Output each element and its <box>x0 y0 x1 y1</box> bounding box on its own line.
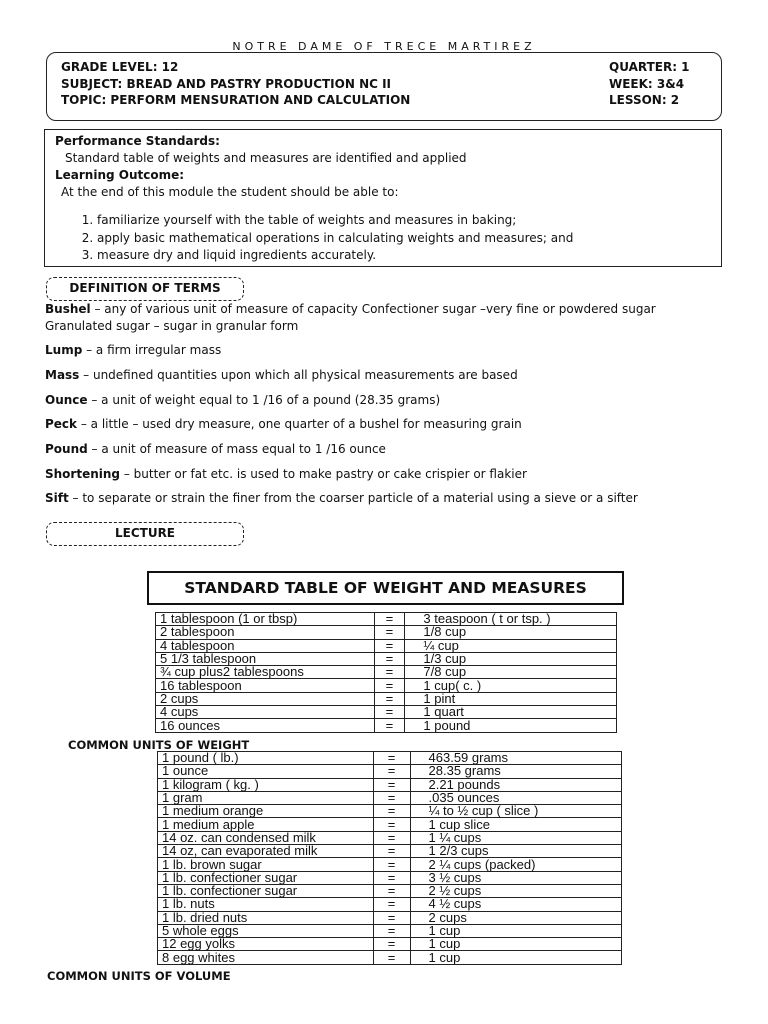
equals-cell: = <box>374 652 405 665</box>
equals-cell: = <box>374 666 405 679</box>
term-mass: Mass – undefined quantities upon which all physical measurements are based <box>45 368 518 382</box>
equivalent-cell: 1 2/3 cups <box>410 845 621 858</box>
term-pound: Pound – a unit of measure of mass equal to 1 /16 ounce <box>45 442 386 456</box>
equivalent-cell: 3 teaspoon ( t or tsp. ) <box>405 613 617 626</box>
weights-table <box>157 751 622 965</box>
equals-cell: = <box>373 831 410 844</box>
unit-cell: 1 ounce <box>158 765 374 778</box>
school-name: NOTRE DAME OF TRECE MARTIREZ <box>232 40 536 53</box>
equivalent-cell: ¼ cup <box>405 639 617 652</box>
equals-cell: = <box>374 692 405 705</box>
equivalent-cell: 1 pint <box>405 692 617 705</box>
unit-cell: 1 medium apple <box>158 818 374 831</box>
equivalent-cell: 2.21 pounds <box>410 778 621 791</box>
equivalent-cell: 1 cup <box>410 924 621 937</box>
unit-cell: 12 egg yolks <box>158 938 374 951</box>
unit-cell: 1 lb. confectioner sugar <box>158 884 374 897</box>
term-shortening: Shortening – butter or fat etc. is used to make pastry or cake crispier or flakier <box>45 467 527 481</box>
unit-cell: 1 pound ( lb.) <box>158 752 374 765</box>
unit-cell: 1 medium orange <box>158 805 374 818</box>
unit-cell: 14 oz. can condensed milk <box>158 831 374 844</box>
unit-cell: 1 lb. dried nuts <box>158 911 374 924</box>
unit-cell: 2 cups <box>156 692 375 705</box>
lesson: LESSON: 2 <box>609 93 680 107</box>
equals-cell: = <box>373 871 410 884</box>
equals-cell: = <box>373 752 410 765</box>
equals-cell: = <box>373 858 410 871</box>
equivalent-cell: 1 ¼ cups <box>410 831 621 844</box>
equals-cell: = <box>373 898 410 911</box>
equivalent-cell: 1/3 cup <box>405 652 617 665</box>
equivalent-cell: 2 ½ cups <box>410 884 621 897</box>
equivalent-cell: 1/8 cup <box>405 626 617 639</box>
header-box <box>46 52 722 121</box>
term-granulated-sugar: Granulated sugar – sugar in granular form <box>45 319 299 333</box>
table-title: STANDARD TABLE OF WEIGHT AND MEASURES <box>147 571 624 605</box>
measure-row <box>156 719 617 732</box>
equals-cell: = <box>373 818 410 831</box>
term-peck: Peck – a little – used dry measure, one quarter of a bushel for measuring grain <box>45 417 522 431</box>
equivalent-cell: 1 cup <box>410 951 621 964</box>
equivalent-cell: 7/8 cup <box>405 666 617 679</box>
unit-cell: 5 1/3 tablespoon <box>156 652 375 665</box>
measure-row <box>156 666 617 679</box>
learning-outcome-text: At the end of this module the student should be able to: <box>61 185 399 199</box>
equivalent-cell: 2 cups <box>410 911 621 924</box>
quarter: QUARTER: 1 <box>609 60 690 74</box>
unit-cell: 1 lb. nuts <box>158 898 374 911</box>
unit-cell: 1 lb. confectioner sugar <box>158 871 374 884</box>
term-lump: Lump – a firm irregular mass <box>45 343 222 357</box>
learning-outcome-title: Learning Outcome: <box>55 168 185 182</box>
equals-cell: = <box>374 679 405 692</box>
weight-row <box>158 951 622 964</box>
equals-cell: = <box>373 805 410 818</box>
unit-cell: 4 tablespoon <box>156 639 375 652</box>
equivalent-cell: 1 cup slice <box>410 818 621 831</box>
outcome-list <box>77 212 573 265</box>
definition-of-terms-tag: DEFINITION OF TERMS <box>46 277 244 301</box>
equivalent-cell: 28.35 grams <box>410 765 621 778</box>
equals-cell: = <box>374 706 405 719</box>
unit-cell: 14 oz, can evaporated milk <box>158 845 374 858</box>
outcome-item: 1. familiarize yourself with the table of weights and measures in baking; <box>97 212 573 230</box>
week: WEEK: 3&4 <box>609 76 685 91</box>
equals-cell: = <box>373 845 410 858</box>
equivalent-cell: 1 cup( c. ) <box>405 679 617 692</box>
equals-cell: = <box>373 938 410 951</box>
unit-cell: 1 gram <box>158 791 374 804</box>
unit-cell: 2 tablespoon <box>156 626 375 639</box>
volume-heading: COMMON UNITS OF VOLUME <box>47 969 231 983</box>
equals-cell: = <box>374 626 405 639</box>
equivalent-cell: .035 ounces <box>410 791 621 804</box>
equivalent-cell: ¼ to ½ cup ( slice ) <box>410 805 621 818</box>
equivalent-cell: 3 ½ cups <box>410 871 621 884</box>
lecture-tag: LECTURE <box>46 522 244 546</box>
outcome-item: 3. measure dry and liquid ingredients accurately. <box>97 247 573 265</box>
unit-cell: 8 egg whites <box>158 951 374 964</box>
equals-cell: = <box>374 639 405 652</box>
equals-cell: = <box>374 613 405 626</box>
equals-cell: = <box>373 765 410 778</box>
weight-heading: COMMON UNITS OF WEIGHT <box>68 738 250 752</box>
standards-box <box>44 129 722 267</box>
equivalent-cell: 1 pound <box>405 719 617 732</box>
equals-cell: = <box>373 884 410 897</box>
performance-standards-title: Performance Standards: <box>55 134 220 148</box>
grade-level: GRADE LEVEL: 12 <box>61 60 179 74</box>
equals-cell: = <box>373 924 410 937</box>
unit-cell: 4 cups <box>156 706 375 719</box>
equivalent-cell: 2 ¼ cups (packed) <box>410 858 621 871</box>
topic: TOPIC: PERFORM MENSURATION AND CALCULATION <box>61 93 411 107</box>
equals-cell: = <box>373 951 410 964</box>
equals-cell: = <box>373 911 410 924</box>
equivalent-cell: 1 cup <box>410 938 621 951</box>
unit-cell: 16 tablespoon <box>156 679 375 692</box>
performance-standards-text: Standard table of weights and measures are identified and applied <box>65 151 467 165</box>
subject: SUBJECT: BREAD AND PASTRY PRODUCTION NC II <box>61 76 392 91</box>
outcome-item: 2. apply basic mathematical operations in calculating weights and measures; and <box>97 230 573 248</box>
equals-cell: = <box>374 719 405 732</box>
term-sift: Sift – to separate or strain the finer from the coarser particle of a material using a sieve or a sifter <box>45 491 638 505</box>
equivalent-cell: 463.59 grams <box>410 752 621 765</box>
equals-cell: = <box>373 778 410 791</box>
measure-row <box>156 706 617 719</box>
unit-cell: ¾ cup plus2 tablespoons <box>156 666 375 679</box>
unit-cell: 1 tablespoon (1 or tbsp) <box>156 613 375 626</box>
unit-cell: 1 kilogram ( kg. ) <box>158 778 374 791</box>
unit-cell: 16 ounces <box>156 719 375 732</box>
weight-row <box>158 938 622 951</box>
unit-cell: 1 lb. brown sugar <box>158 858 374 871</box>
weight-row <box>158 805 622 818</box>
term-bushel: Bushel – any of various unit of measure of capacity Confectioner sugar –very fine or powdered sugar <box>45 302 656 316</box>
term-ounce: Ounce – a unit of weight equal to 1 /16 of a pound (28.35 grams) <box>45 393 441 407</box>
unit-cell: 5 whole eggs <box>158 924 374 937</box>
equivalent-cell: 4 ½ cups <box>410 898 621 911</box>
weight-row <box>158 845 622 858</box>
equivalent-cell: 1 quart <box>405 706 617 719</box>
measures-table <box>155 612 617 733</box>
equals-cell: = <box>373 791 410 804</box>
